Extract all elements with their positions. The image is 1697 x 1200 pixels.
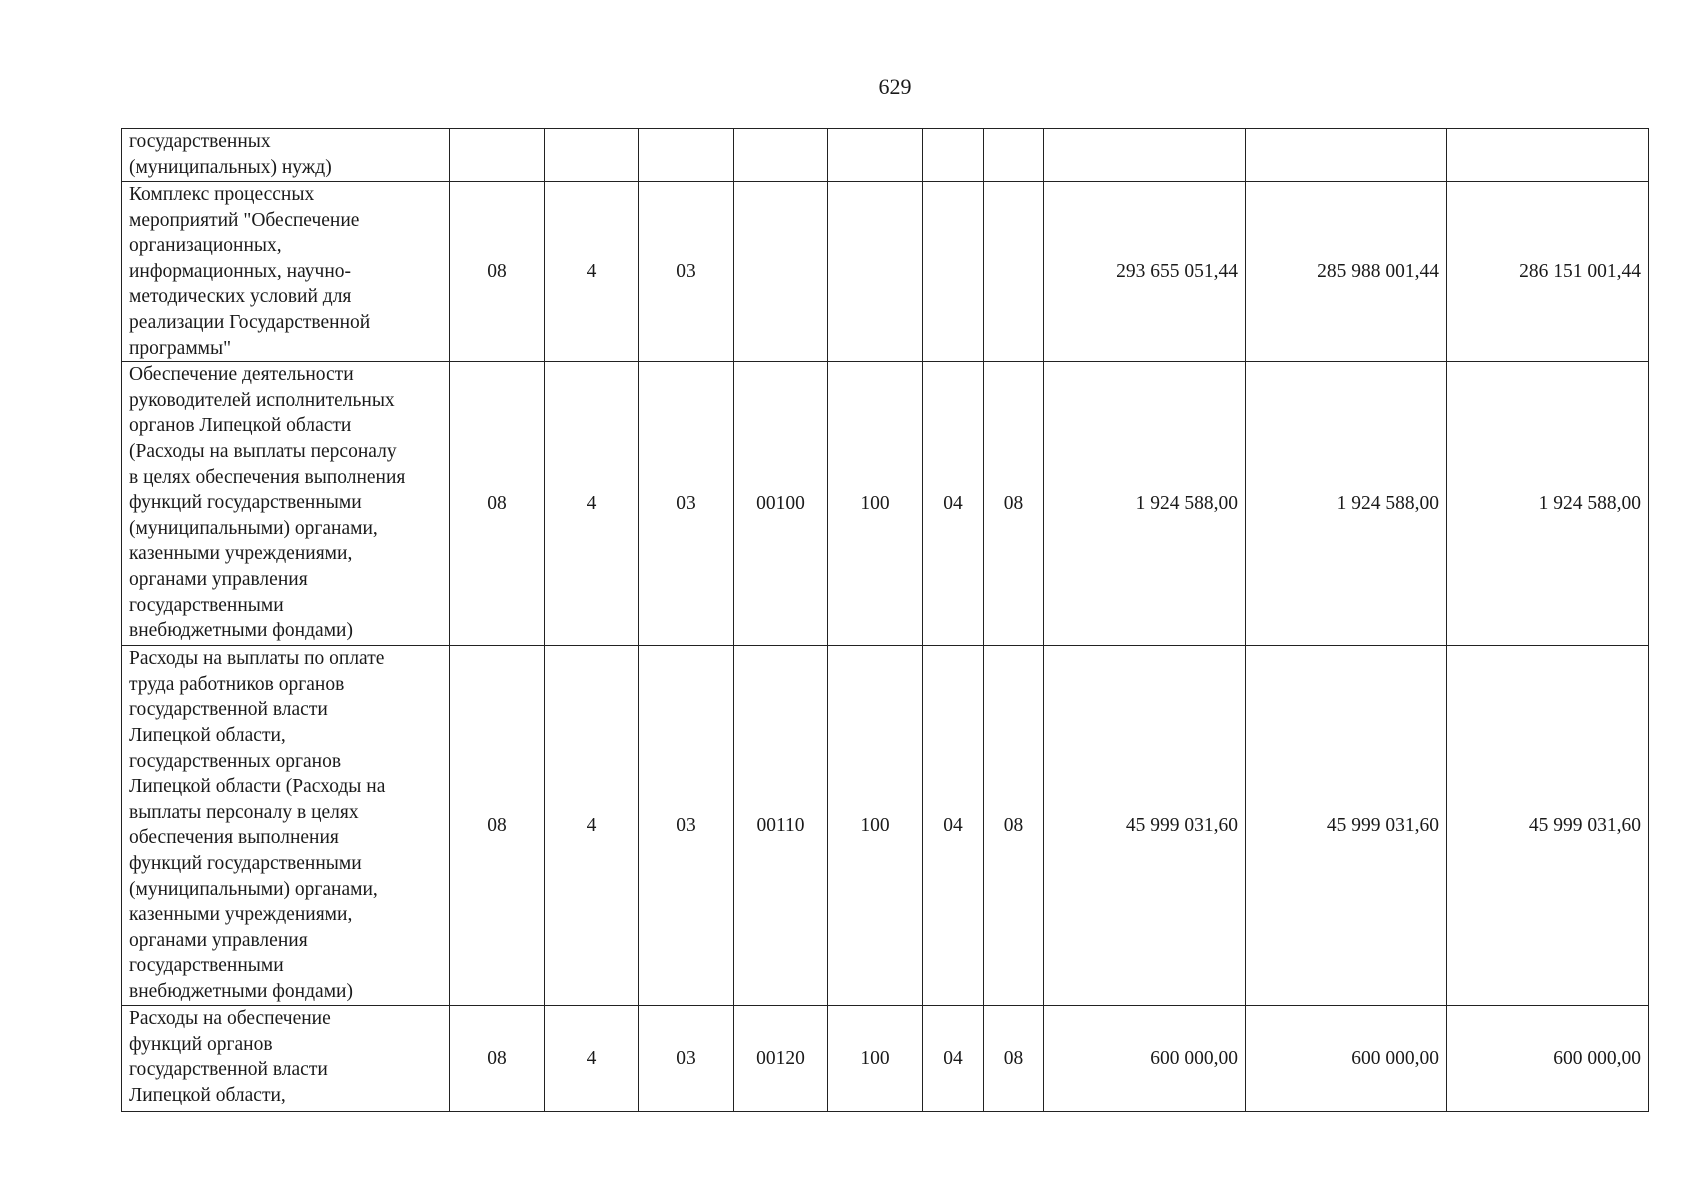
amount-cell: 293 655 051,44 — [1044, 182, 1246, 362]
code-cell: 08 — [450, 182, 545, 362]
amount-cell: 600 000,00 — [1447, 1006, 1649, 1112]
amount-cell: 600 000,00 — [1044, 1006, 1246, 1112]
amount-cell: 45 999 031,60 — [1246, 646, 1447, 1006]
amount-cell — [1246, 129, 1447, 182]
table-row — [122, 646, 1649, 1006]
code-cell — [734, 129, 828, 182]
code-cell: 4 — [545, 646, 639, 1006]
amount-cell: 45 999 031,60 — [1447, 646, 1649, 1006]
amount-cell: 600 000,00 — [1246, 1006, 1447, 1112]
code-cell: 03 — [639, 182, 734, 362]
row-description: государственных (муниципальных) нужд) — [122, 129, 450, 182]
amount-cell: 285 988 001,44 — [1246, 182, 1447, 362]
table-row — [122, 1006, 1649, 1112]
row-description: Расходы на выплаты по оплате труда работников органов государственной власти Липецкой области, государственных органов Липецкой области (Расходы на выплаты персоналу в целях обеспечения выполнения функций государственными (муниципальными) органами, казенными учреждениями, органами управления государственными внебюджетными фондами) — [122, 646, 450, 1006]
amount-cell: 1 924 588,00 — [1246, 362, 1447, 646]
table-row — [122, 362, 1649, 646]
code-cell: 03 — [639, 1006, 734, 1112]
code-cell: 08 — [450, 362, 545, 646]
code-cell: 03 — [639, 362, 734, 646]
amount-cell: 45 999 031,60 — [1044, 646, 1246, 1006]
code-cell: 03 — [639, 646, 734, 1006]
amount-cell: 286 151 001,44 — [1447, 182, 1649, 362]
code-cell: 00110 — [734, 646, 828, 1006]
code-cell: 100 — [828, 362, 923, 646]
code-cell: 4 — [545, 362, 639, 646]
row-description: Комплекс процессных мероприятий "Обеспечение организационных, информационных, научно- методических условий для реализации Государственной программы" — [122, 182, 450, 362]
code-cell: 08 — [984, 362, 1044, 646]
row-description: Расходы на обеспечение функций органов государственной власти Липецкой области, — [122, 1006, 450, 1112]
table-row — [122, 129, 1649, 182]
code-cell — [984, 129, 1044, 182]
amount-cell: 1 924 588,00 — [1447, 362, 1649, 646]
amount-cell — [1447, 129, 1649, 182]
code-cell: 04 — [923, 646, 984, 1006]
code-cell: 04 — [923, 362, 984, 646]
code-cell — [828, 129, 923, 182]
code-cell — [923, 182, 984, 362]
row-description: Обеспечение деятельности руководителей исполнительных органов Липецкой области (Расходы на выплаты персоналу в целях обеспечения выполнения функций государственными (муниципальными) органами, казенными учреждениями, органами управления государственными внебюджетными фондами) — [122, 362, 450, 646]
code-cell: 08 — [450, 646, 545, 1006]
amount-cell: 1 924 588,00 — [1044, 362, 1246, 646]
code-cell: 04 — [923, 1006, 984, 1112]
code-cell — [984, 182, 1044, 362]
code-cell — [828, 182, 923, 362]
code-cell: 100 — [828, 646, 923, 1006]
code-cell: 00100 — [734, 362, 828, 646]
code-cell: 08 — [450, 1006, 545, 1112]
budget-table — [121, 128, 1649, 1112]
page-number: 629 — [878, 74, 912, 99]
code-cell — [450, 129, 545, 182]
code-cell: 08 — [984, 1006, 1044, 1112]
code-cell: 100 — [828, 1006, 923, 1112]
code-cell — [734, 182, 828, 362]
code-cell — [545, 129, 639, 182]
table-row — [122, 182, 1649, 362]
code-cell — [923, 129, 984, 182]
code-cell: 08 — [984, 646, 1044, 1006]
code-cell — [639, 129, 734, 182]
code-cell: 00120 — [734, 1006, 828, 1112]
code-cell: 4 — [545, 1006, 639, 1112]
code-cell: 4 — [545, 182, 639, 362]
amount-cell — [1044, 129, 1246, 182]
